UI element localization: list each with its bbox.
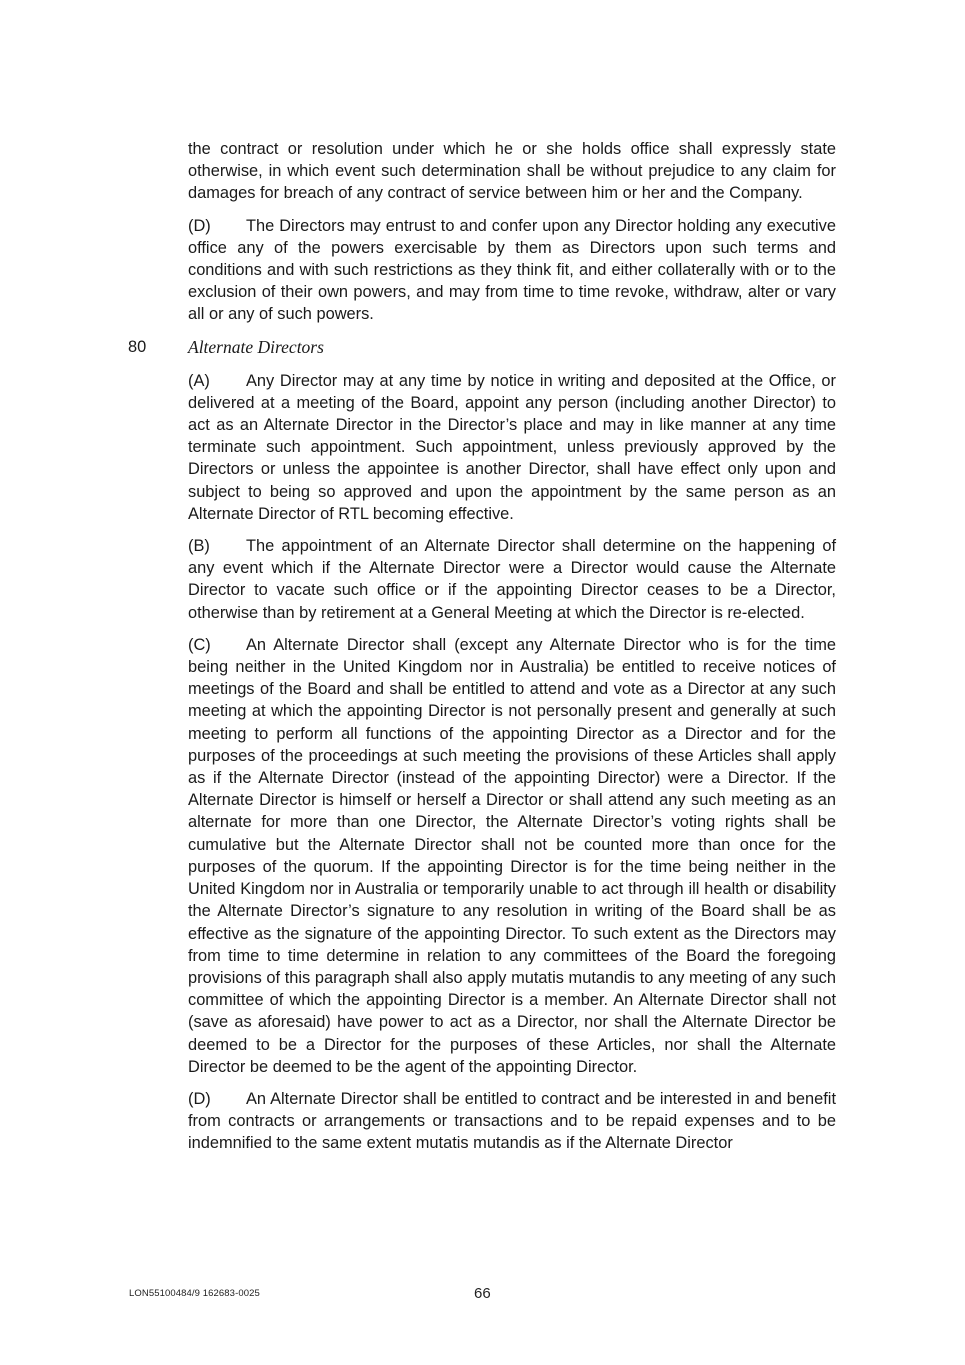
paragraph-text: An Alternate Director shall (except any Alternate Director who is for the time being neither in the United Kingdom nor in Australia) be entitled to receive notices of meetings of the Board and shall be entitled to attend and vote as a Director at any such meeting at which the appointing Director is not personally present and generally at such meeting to perform all functions of the appointing Director as a Director and for the purposes of the proceedings at such meeting the provisions of these Articles shall apply as if the Alternate Director (instead of the appointing Director) were a Director. If the Alternate Director is himself or herself a Director or shall attend any such meeting as an alternate for more than one Director, the Alternate Director’s voting rights shall be cumulative but the Alternate Director shall not be counted more than once for the purposes of the quorum. If the appointing Director is for the time being neither in the United Kingdom nor in Australia or temporarily unable to act through ill health or disability the Alternate Director’s signature to any resolution in writing of the Board shall be as effective as the signature of the appointing Director. To such extent as the Directors may from time to time determine in relation to any committees of the Board the foregoing provisions of this paragraph shall also apply mutatis mutandis to any meeting of any such committee of which the appointing Director is a member. An Alternate Director shall not (save as aforesaid) have power to act as a Director, nor shall the Alternate Director be deemed to be a Director for the purposes of these Articles, nor shall the Alternate Director be deemed to be the agent of the appointing Director.	[188, 635, 836, 1076]
paragraph-label: (D)	[188, 1089, 211, 1108]
paragraph-a-appointment	[188, 370, 836, 525]
section-number: 80	[128, 337, 147, 356]
paragraph-text: The Directors may entrust to and confer upon any Director holding any executive office any of the powers exercisable by them as Directors upon such terms and conditions and with such restrictions as they think fit, and either collaterally with or to the exclusion of their own powers, and may from time to time revoke, withdraw, alter or vary all or any of such powers.	[188, 216, 836, 324]
section-title: Alternate Directors	[188, 336, 324, 357]
paragraph-text: the contract or resolution under which he or she holds office shall expressly state otherwise, in which event such determination shall be without prejudice to any claim for damages for breach of any contract of service between him or her and the Company.	[188, 140, 836, 203]
paragraph-text: The appointment of an Alternate Director shall determine on the happening of any event which if the Alternate Director were a Director would cause the Alternate Director to vacate such office or if the appointing Director ceases to be a Director, otherwise than by retirement at a General Meeting at which the Director is re-elected.	[188, 537, 836, 622]
paragraph-d-contracts	[188, 1088, 836, 1155]
paragraph-c-rights	[188, 634, 836, 1078]
paragraph-b-termination	[188, 535, 836, 624]
paragraph-d-executive-powers	[188, 215, 836, 326]
paragraph-text: An Alternate Director shall be entitled to contract and be interested in and benefit from contracts or arrangements or transactions and to be repaid expenses and to be indemnified to the same extent mutatis mutandis as if the Alternate Director	[188, 1089, 836, 1153]
paragraph-label: (A)	[188, 371, 210, 390]
page-body	[128, 138, 836, 1165]
footer-page-number: 66	[474, 1285, 491, 1302]
section-heading	[128, 336, 836, 360]
paragraph-text: Any Director may at any time by notice in writing and deposited at the Office, or delivered at a meeting of the Board, appoint any person (including another Director) to act as an Alternate Director in the Director’s place and may in like manner at any time terminate such appointment. Such appointment, unless previously approved by the Directors or unless the appointee is another Director, shall have effect only upon and subject to being so approved and upon the appointment by the same person as an Alternate Director of RTL becoming effective.	[188, 371, 836, 523]
paragraph-label: (C)	[188, 635, 211, 654]
footer-document-reference: LON55100484/9 162683-0025	[129, 1288, 260, 1299]
paragraph-label: (D)	[188, 216, 211, 235]
paragraph-continuation	[188, 138, 836, 205]
paragraph-label: (B)	[188, 537, 210, 556]
